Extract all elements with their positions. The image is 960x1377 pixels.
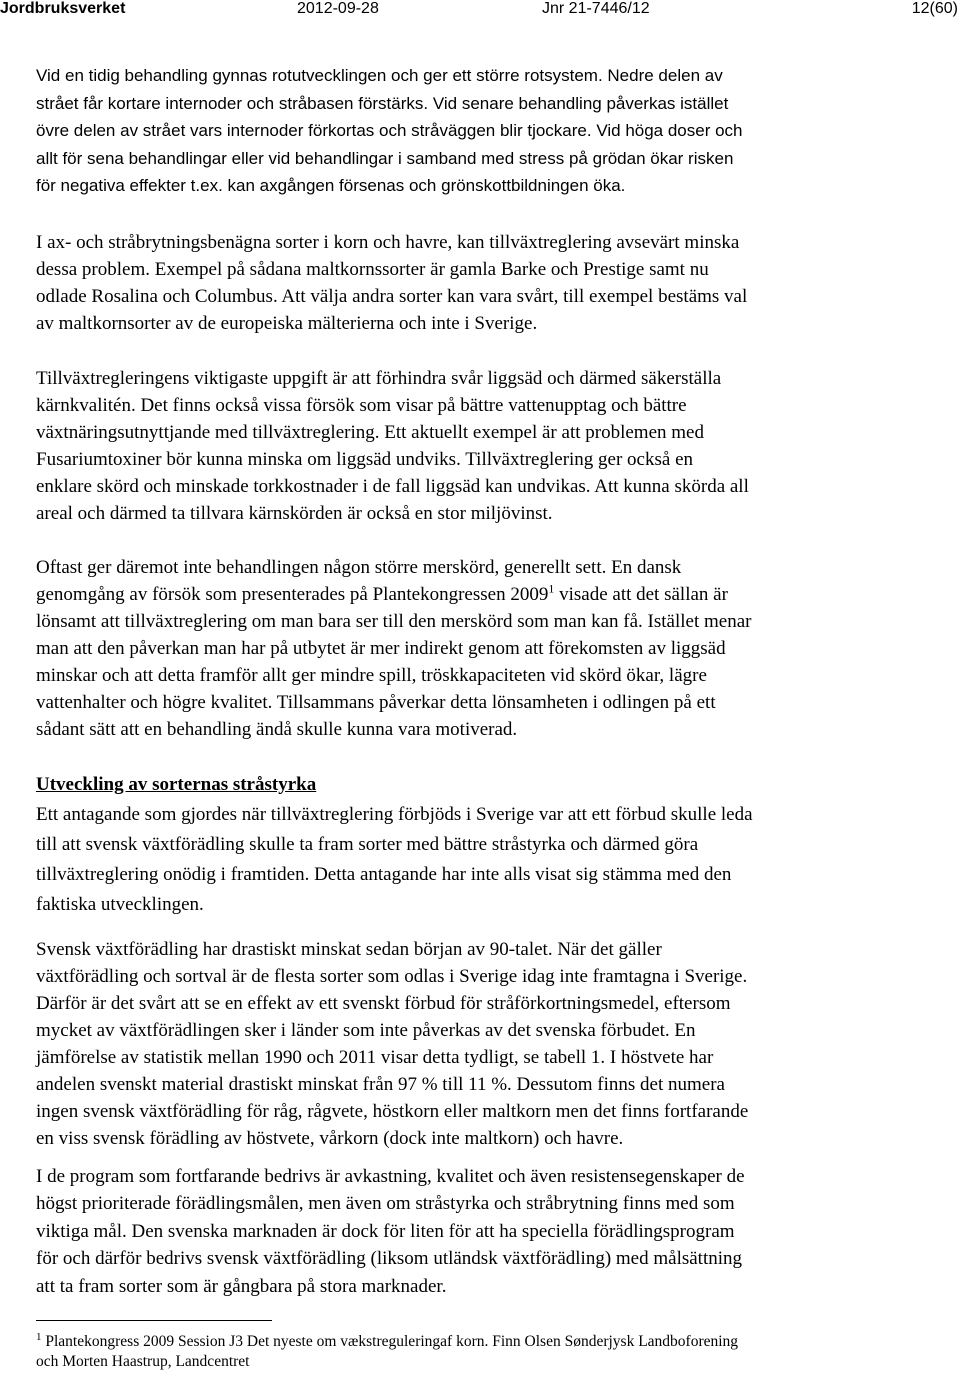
paragraph-growth-regulation-purpose <box>36 365 926 527</box>
text-line: högst prioriterade förädlingsmålen, men även om stråstyrka och stråbrytning finns med som <box>36 1193 735 1215</box>
text-line: för negativa effekter t.ex. kan axgången försenas och grönskottbildningen öka. <box>36 176 626 196</box>
section-variety-straw-strength <box>36 770 926 920</box>
text-line: Därför är det svårt att se en effekt av ett svenskt förbud för stråförkortningsmedel, eftersom <box>36 993 731 1014</box>
text-line: till att svensk växtförädling skulle ta fram sorter med bättre stråstyrka och därmed göra <box>36 834 699 855</box>
text-line: övre delen av strået vars internoder förkortas och stråväggen blir tjockare. Vid höga doser och <box>36 121 743 141</box>
text-line: I de program som fortfarande bedrivs är avkastning, kvalitet och även resistensegenskaper de <box>36 1166 745 1187</box>
text-line: en viss svensk förädling av höstvete, vårkorn (dock inte maltkorn) och havre. <box>36 1128 624 1149</box>
text-line: areal och därmed ta tillvara kärnskörden är också en stor miljövinst. <box>36 503 553 524</box>
text-line: att ta fram sorter som är gångbara på stora marknader. <box>36 1275 447 1297</box>
footnote-reference[interactable]: 1 <box>548 581 555 596</box>
text-line: växtnäringsutnyttjande med tillväxtreglering. Ett aktuellt exempel är att problemen med <box>36 422 704 443</box>
paragraph-treatment-timing <box>36 62 926 200</box>
paragraph-plant-breeding-decline <box>36 936 926 1152</box>
text-line: vattenhalter och högre kvalitet. Tillsammans påverkar detta lönsamheten i odlingen på ett <box>36 692 716 713</box>
text-line: Ett antagande som gjordes när tillväxtreglering förbjöds i Sverige var att ett förbud skulle leda <box>36 804 753 825</box>
text-line: mycket av växtförädlingen sker i länder som inte påverkas av det svenska förbudet. En <box>36 1020 696 1041</box>
text-line-end: visade att det sällan är <box>554 584 728 605</box>
text-line: tillväxtreglering onödig i framtiden. Detta antagande har inte alls visat sig stämma med den <box>36 864 732 885</box>
text-line-start: genomgång av försök som presenterades på Plantekongressen 2009 <box>36 584 549 605</box>
footnote <box>36 1332 936 1372</box>
text-line: viktiga mål. Den svenska marknaden är dock för liten för att ha speciella förädlingsprogram <box>36 1220 735 1242</box>
header-date: 2012-09-28 <box>297 0 379 17</box>
text-line: I ax- och stråbrytningsbenägna sorter i korn och havre, kan tillväxtreglering avsevärt minska <box>36 232 740 253</box>
text-line: jämförelse av statistik mellan 1990 och 2011 visar detta tydligt, se tabell 1. I höstvete har <box>36 1047 714 1068</box>
text-line: enklare skörd och minskade torkkostnader i de fall liggsäd kan undvikas. Att kunna skörda all <box>36 476 749 497</box>
text-line: Svensk växtförädling har drastiskt minskat sedan början av 90-talet. När det gäller <box>36 939 662 960</box>
text-line: odlade Rosalina och Columbus. Att välja andra sorter kan vara svårt, till exempel bestäms val <box>36 286 748 307</box>
footnote-text: och Morten Haastrup, Landcentret <box>36 1353 250 1370</box>
text-line: av maltkornsorter av de europeiska mälterierna och inte i Sverige. <box>36 313 538 334</box>
footnote-marker: 1 <box>36 1330 42 1343</box>
text-line: för och därför bedrivs svensk växtförädling (liksom utländsk växtförädling) med målsättning <box>36 1248 743 1270</box>
paragraph-breeding-priorities <box>36 1163 926 1300</box>
text-line: minskar och att detta framför allt ger mindre spill, tröskkapaciteten vid skörd ökar, lägre <box>36 665 707 686</box>
section-heading: Utveckling av sorternas stråstyrka <box>36 774 317 795</box>
text-line: strået får kortare internoder och stråbasen förstärks. Vid senare behandling påverkas istället <box>36 93 729 113</box>
text-line: Fusariumtoxiner bör kunna minska om liggsäd undviks. Tillväxtreglering ger också en <box>36 449 694 470</box>
page-header <box>0 0 960 18</box>
paragraph-lodging-prone-varieties <box>36 229 926 337</box>
header-page-number: 12(60) <box>911 0 958 17</box>
text-line: Oftast ger däremot inte behandlingen någon större merskörd, generellt sett. En dansk <box>36 557 682 578</box>
header-reference-number: Jnr 21-7446/12 <box>542 0 650 17</box>
header-organization: Jordbruksverket <box>0 0 126 17</box>
text-line: allt för sena behandlingar eller vid behandlingar i samband med stress på grödan ökar risken <box>36 148 734 168</box>
text-line: andelen svenskt material drastiskt minskat från 97 % till 11 %. Dessutom finns det numera <box>36 1074 725 1095</box>
paragraph-yield-effect <box>36 554 926 743</box>
text-line: ingen svensk växtförädling för råg, rågvete, höstkorn eller maltkorn men det finns fortfarande <box>36 1101 749 1122</box>
text-line: Vid en tidig behandling gynnas rotutvecklingen och ger ett större rotsystem. Nedre delen av <box>36 66 723 85</box>
text-line: lönsamt att tillväxtreglering om man bara ser till den merskörd som man kan få. Istället menar <box>36 611 752 632</box>
text-line: växtförädling och sortval är de flesta sorter som odlas i Sverige idag inte framtagna i Sverige. <box>36 966 748 987</box>
text-line: dessa problem. Exempel på sådana maltkornssorter är gamla Barke och Prestige samt nu <box>36 259 709 280</box>
text-line: Tillväxtregleringens viktigaste uppgift är att förhindra svår liggsäd och därmed säkerställa <box>36 368 722 389</box>
footnote-text: Plantekongress 2009 Session J3 Det nyeste om vækstreguleringaf korn. Finn Olsen Sønderjysk Landboforening <box>41 1333 739 1350</box>
text-line: faktiska utvecklingen. <box>36 894 204 915</box>
footnote-divider <box>36 1320 272 1321</box>
text-line: sådant sätt att en behandling ändå skulle kunna vara motiverad. <box>36 719 518 740</box>
text-line: kärnkvalitén. Det finns också vissa försök som visar på bättre vattenupptag och bättre <box>36 395 687 416</box>
text-line: man att den påverkan man har på utbytet är mer indirekt genom att förekomsten av liggsäd <box>36 638 726 659</box>
